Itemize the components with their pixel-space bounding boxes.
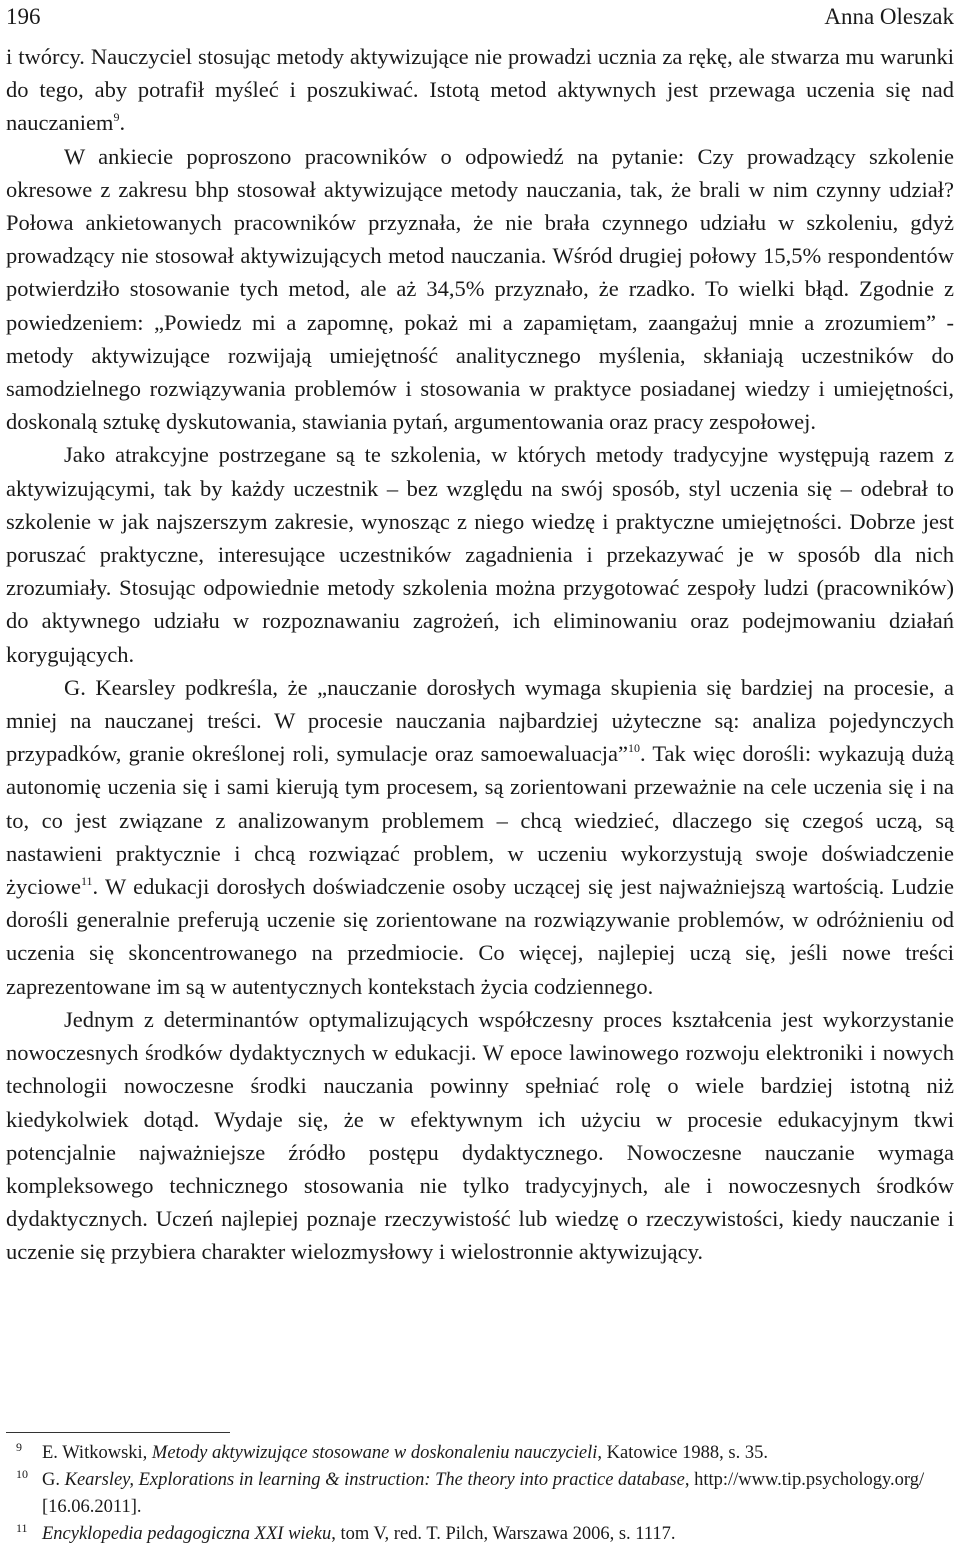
paragraph-text: . Tak więc dorośli: wykazują dużą autonomię uczenia się i sami kierują tym procesem, są zorientowani przeważnie na cele uczenia się i na to, co jest związane z analizowanym problemem – chcą wiedzieć, dlaczego się czegoś uczą, są nastawieni praktycznie i chcą rozwiązać problem, w uczeniu wykorzystują swoje doświadczenie życiowe	[6, 741, 954, 900]
paragraph-text: W ankiecie poproszono pracowników o odpowiedź na pytanie: Czy prowadzący szkolenie okresowe z zakresu bhp stosował aktywizujące metody nauczania, tak, że brali w nim czynny udział? Połowa ankietowanych pracowników przyznała, że nie brała czynnego udziału w szkoleniu, gdyż prowadzący nie stosował aktywizujących metod nauczania. Wśród drugiej połowy 15,5% respondentów potwierdziło stosowanie tych metod, ale aż 34,5% przyznało, że rzadko. To wielki błąd. Zgodnie z powiedzeniem: „Powiedz mi a zapomnę, pokaż mi a zapamiętam, zaangażuj mnie a zrozumiem” - metody aktywizujące rozwijają umiejętność analitycznego myślenia, skłaniają uczestników do samodzielnego rozwiązywania problemów i stosowania w praktyce posiadanej wiedzy i umiejętności, doskonalą sztukę dyskutowania, stawiania pytań, argumentowania oraz pracy zespołowej.	[6, 143, 954, 435]
paragraph-1	[6, 40, 954, 140]
paragraph-3	[6, 438, 954, 670]
footnote-text: , Katowice 1988, s. 35.	[597, 1443, 768, 1463]
running-head-author: Anna Oleszak	[824, 4, 954, 29]
footnote-title: Encyklopedia pedagogiczna XXI wieku	[42, 1524, 332, 1544]
footnotes	[6, 1440, 954, 1548]
footnote-ref-9[interactable]: 9	[113, 110, 120, 125]
footnote-text: G.	[42, 1470, 65, 1490]
main-text	[6, 40, 954, 1269]
paragraph-4	[6, 671, 954, 1003]
running-header	[6, 2, 954, 32]
footnote-9	[6, 1440, 954, 1467]
footnote-ref-10[interactable]: 10	[628, 741, 641, 756]
footnote-text: , http://www.tip.psychology.org/ [16.06.2011].	[42, 1470, 925, 1517]
paragraph-text: .	[119, 110, 126, 136]
footnote-number: 10	[16, 1467, 28, 1481]
footnote-11	[6, 1521, 954, 1548]
footnote-text: E. Witkowski,	[42, 1443, 152, 1463]
footnote-number: 11	[16, 1521, 28, 1535]
paragraph-text: i twórcy. Nauczyciel stosując metody aktywizujące nie prowadzi ucznia za rękę, ale stwarza mu warunki do tego, aby potrafił myśleć i poszukiwać. Istotą metod aktywnych jest przewaga uczenia się nad nauczaniem	[6, 44, 954, 136]
paragraph-text: G. Kearsley podkreśla, że „nauczanie dorosłych wymaga skupienia się bardziej na procesie, a mniej na nauczanej treści. W procesie nauczania najbardziej użyteczne są: analiza pojedynczych przypadków, granie określonej roli, symulacje oraz samoewaluacja”	[6, 674, 954, 767]
footnote-number: 9	[16, 1440, 22, 1454]
paragraph-text: Jako atrakcyjne postrzegane są te szkolenia, w których metody tradycyjne występują razem z aktywizującymi, tak by każdy uczestnik – bez względu na swój sposób, styl uczenia się – odebrał to szkolenie w jak najszerszym zakresie, wynosząc z niego wiedzę i praktyczne umiejętności. Dobrze jest poruszać praktyczne, interesujące uczestników zagadnienia i przekazywać je w sposób dla nich zrozumiały. Stosując odpowiednie metody szkolenia można przygotować zespoły ludzi (pracowników) do aktywnego udziału w rozpoznawaniu zagrożeń, ich eliminowaniu oraz podejmowaniu działań korygujących.	[6, 442, 954, 667]
paragraph-2	[6, 140, 954, 439]
footnote-ref-11[interactable]: 11	[80, 874, 93, 889]
page-number: 196	[6, 4, 41, 29]
footnote-10	[6, 1467, 954, 1521]
footnote-title: Kearsley, Explorations in learning & instruction: The theory into practice database	[64, 1470, 685, 1490]
paragraph-text: . W edukacji dorosłych doświadczenie osoby uczącej się jest najważniejszą wartością. Ludzie dorośli generalnie preferują uczenie się zorientowane na rozwiązywanie problemów, w odróżnieniu od uczenia się skoncentrowanego na przedmiocie. Co więcej, najlepiej uczą się, jeśli nowe treści zaprezentowane im są w autentycznych kontekstach życia codziennego.	[6, 874, 954, 999]
footnote-title: Metody aktywizujące stosowane w doskonaleniu nauczycieli	[151, 1443, 598, 1463]
footnote-text: , tom V, red. T. Pilch, Warszawa 2006, s. 1117.	[331, 1524, 676, 1544]
footnote-separator	[6, 1432, 230, 1433]
paragraph-5	[6, 1003, 954, 1269]
paragraph-text: Jednym z determinantów optymalizujących współczesny proces kształcenia jest wykorzystanie nowoczesnych środków dydaktycznych w edukacji. W epoce lawinowego rozwoju elektroniki i nowych technologii nowoczesne środki nauczania powinny spełniać rolę o wiele bardziej istotną niż kiedykolwiek dotąd. Wydaje się, że w efektywnym ich użyciu w procesie edukacyjnym tkwi potencjalnie najważniejsze źródło postępu dydaktycznego. Nowoczesne nauczanie wymaga kompleksowego technicznego stosowania nie tylko tradycyjnych, ale i nowoczesnych środków dydaktycznych. Uczeń najlepiej poznaje rzeczywistość lub wiedzę o rzeczywistości, kiedy nauczanie i uczenie się przybiera charakter wielozmysłowy i wielostronnie aktywizujący.	[6, 1006, 954, 1265]
